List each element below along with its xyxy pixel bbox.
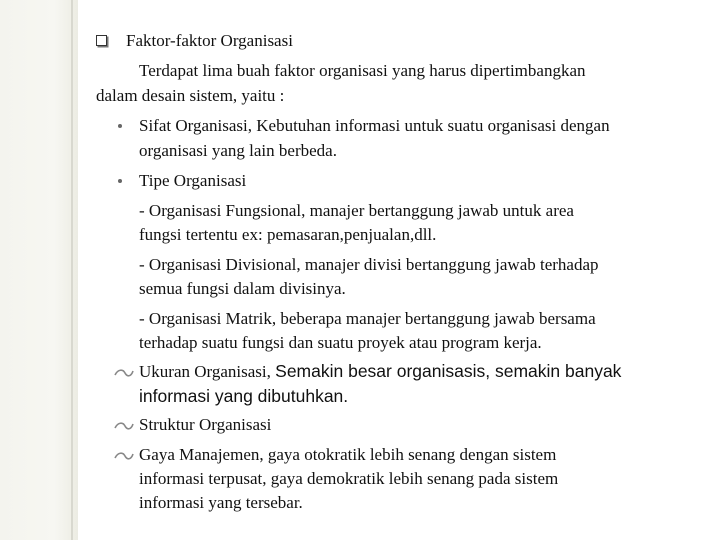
gaya-line-1: Gaya Manajemen, gaya otokratik lebih senang dengan sistem <box>139 445 557 464</box>
section-heading: Faktor-faktor Organisasi <box>126 31 293 50</box>
ukuran-lead: Ukuran Organisasi, <box>139 362 276 381</box>
tipe-matrik-line-2: terhadap suatu fungsi dan suatu proyek atau program kerja. <box>139 333 542 352</box>
tipe-title: Tipe Organisasi <box>139 171 247 190</box>
intro-line-2: dalam desain sistem, yaitu : <box>96 86 285 105</box>
struktur-title: Struktur Organisasi <box>139 415 272 434</box>
ukuran-line-2: informasi yang dibutuhkan. <box>139 386 349 406</box>
sifat-line-1: Sifat Organisasi, Kebutuhan informasi untuk suatu organisasi dengan <box>139 116 610 135</box>
intro-line-1: Terdapat lima buah faktor organisasi yang harus dipertimbangkan <box>139 61 586 80</box>
gaya-line-2: informasi terpusat, gaya demokratik lebih senang pada sistem <box>139 469 559 488</box>
ukuran-rest: Semakin besar organisasis, semakin banyak <box>275 361 622 381</box>
tipe-fungsional-line-1: - Organisasi Fungsional, manajer bertanggung jawab untuk area <box>139 201 574 220</box>
bullet-dot-icon <box>118 179 122 183</box>
swirl-bullet-icon <box>113 419 135 433</box>
square-checkbox-bullet-icon <box>96 35 107 46</box>
slide-side-divider <box>71 0 73 540</box>
tipe-matrik-line-1: - Organisasi Matrik, beberapa manajer bertanggung jawab bersama <box>139 309 596 328</box>
ukuran-line-1 <box>139 359 621 384</box>
swirl-bullet-icon <box>113 366 135 380</box>
slide-side-bar <box>0 0 78 540</box>
gaya-line-3: informasi yang tersebar. <box>139 493 303 512</box>
tipe-fungsional-line-2: fungsi tertentu ex: pemasaran,penjualan,dll. <box>139 225 437 244</box>
swirl-bullet-icon <box>113 449 135 463</box>
bullet-dot-icon <box>118 124 122 128</box>
tipe-divisional-line-2: semua fungsi dalam divisinya. <box>139 279 346 298</box>
tipe-divisional-line-1: - Organisasi Divisional, manajer divisi bertanggung jawab terhadap <box>139 255 599 274</box>
sifat-line-2: organisasi yang lain berbeda. <box>139 141 337 160</box>
